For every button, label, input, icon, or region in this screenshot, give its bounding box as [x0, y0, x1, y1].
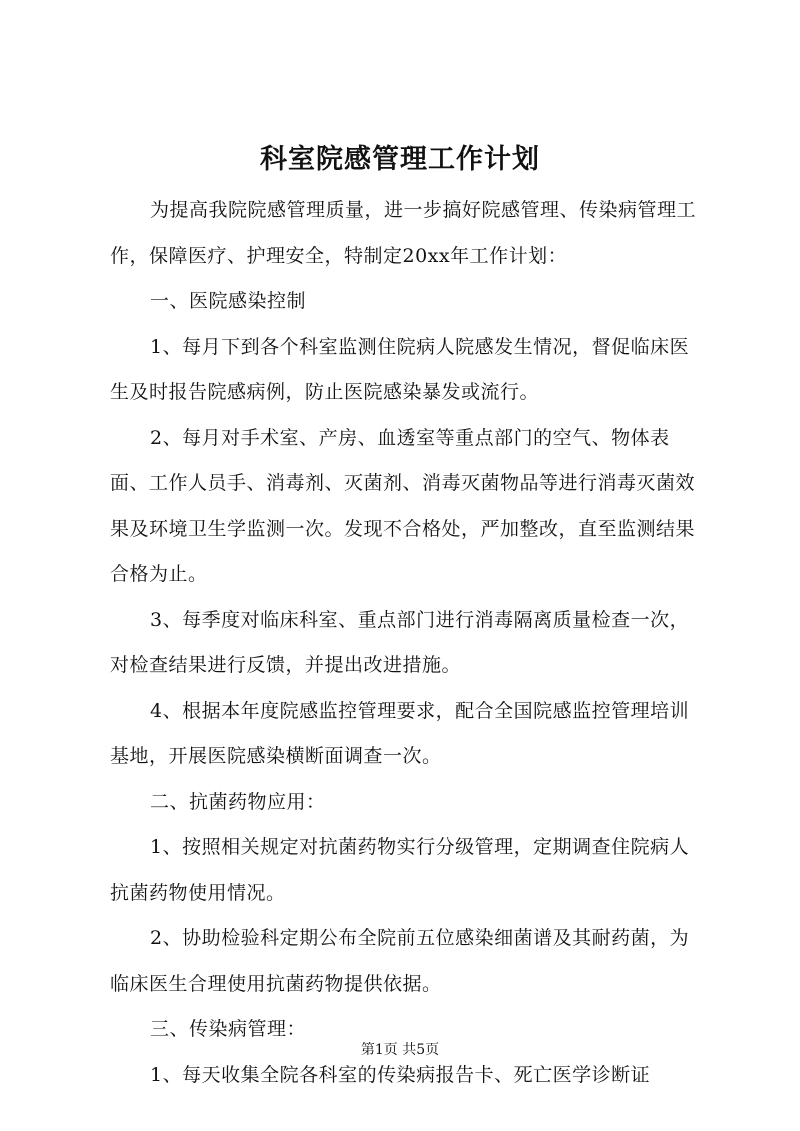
document-title: 科室院感管理工作计划 — [260, 144, 540, 175]
page-footer: 第1页 共5页 — [360, 1042, 440, 1058]
section-heading-infectious-disease: 三、传染病管理： — [150, 1018, 307, 1040]
paragraph-infection-1: 1、每月下到各个科室监测住院病人院感发生情况，督促临床医生及时报告院感病例，防止医院感染暴发或流行。 — [110, 335, 690, 403]
paragraph-antibiotics-2: 2、协助检验科定期公布全院前五位感染细菌谱及其耐药菌，为临床医生合理使用抗菌药物提供依据。 — [110, 927, 690, 995]
paragraph-infection-4: 4、根据本年度院感监控管理要求，配合全国院感监控管理培训基地，开展医院感染横断面调查一次。 — [110, 699, 690, 767]
section-heading-infection-control: 一、医院感染控制 — [150, 290, 307, 312]
paragraph-infection-3: 3、每季度对临床科室、重点部门进行消毒隔离质量检查一次，对检查结果进行反馈，并提出改进措施。 — [110, 608, 690, 676]
document-body — [110, 188, 702, 1098]
paragraph-antibiotics-1: 1、按照相关规定对抗菌药物实行分级管理，定期调查住院病人抗菌药物使用情况。 — [110, 836, 690, 904]
intro-paragraph: 为提高我院院感管理质量，进一步搞好院感管理、传染病管理工作，保障医疗、护理安全，特制定20xx年工作计划： — [110, 199, 697, 267]
paragraph-infection-2: 2、每月对手术室、产房、血透室等重点部门的空气、物体表面、工作人员手、消毒剂、灭菌剂、消毒灭菌物品等进行消毒灭菌效果及环境卫生学监测一次。发现不合格处，严加整改，直至监测结果合格为止。 — [110, 426, 696, 585]
section-heading-antibiotics: 二、抗菌药物应用： — [150, 790, 326, 813]
paragraph-infectious-disease-1: 1、每天收集全院各科室的传染病报告卡、死亡医学诊断证 — [150, 1063, 651, 1086]
